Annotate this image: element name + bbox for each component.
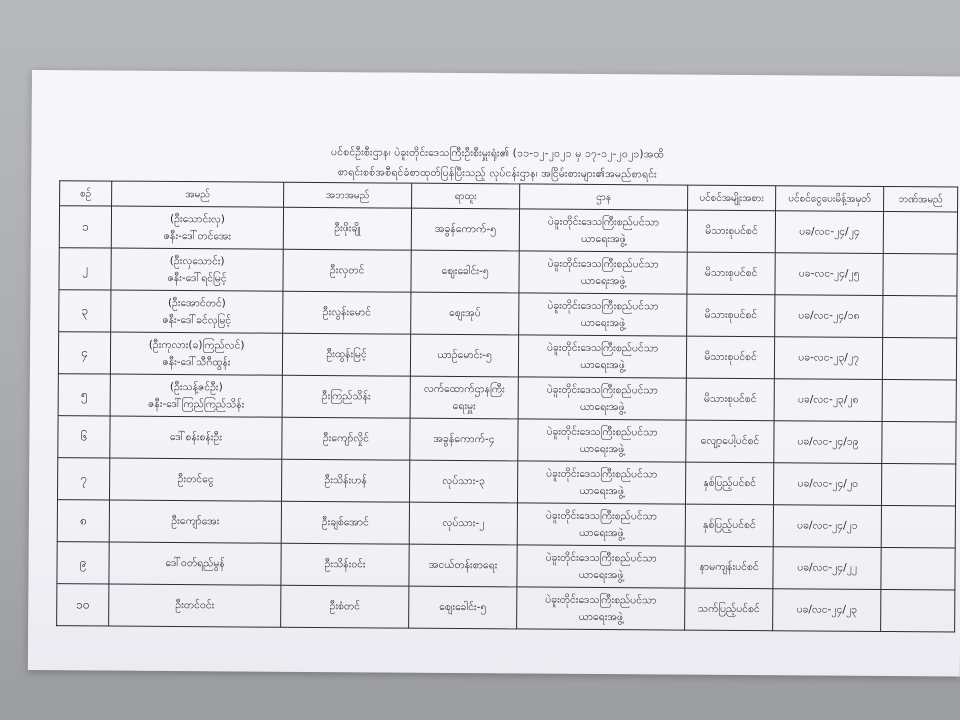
cell-name-text: ဦးတင်ဝင်း: [175, 599, 215, 612]
cell-name-text: ဇနီး-ဒေါ်သီဂီထွန်း: [162, 355, 231, 368]
cell-position-text: စျေးအုပ်: [448, 306, 481, 320]
cell-position-text: လုပ်သား-၃: [442, 474, 486, 488]
cell-name-text: (ဦးသောင်းလှ): [170, 212, 225, 225]
cell-order-number: [775, 211, 883, 254]
cell-department: [519, 209, 687, 252]
cell-pension-type: [685, 462, 773, 505]
cell-order-number-text: ပခ/လင-၂၄/၂၀: [797, 477, 858, 490]
cell-father-name: [283, 207, 411, 250]
cell-no: [58, 416, 110, 458]
cell-father-name-text: ဦးချစ်အောင်: [321, 516, 369, 529]
cell-pension-type: [687, 252, 775, 295]
cell-no: [58, 458, 110, 500]
cell-no: [58, 374, 110, 416]
cell-order-number: [773, 547, 881, 590]
cell-bank: [882, 337, 956, 380]
document-heading-line1: ပင်စင်ဦးစီးဌာန၊ ပဲခူးတိုင်းဒေသကြီးဦးစီးမှူးရုံး၏ (၁၁-၁၂-၂၀၂၁ မှ ၁၇-၁၂-၂၀၂၁)အထိ: [330, 146, 664, 161]
cell-name-text: (ဦးကုလား(ခ)ကြည်လင်): [148, 338, 245, 351]
cell-order-number-text: ပခ-လင-၂၄/၂၅: [798, 267, 860, 280]
cell-order-number-text: ပခ/လင-၂၄/၁၈: [798, 309, 860, 322]
cell-name: [109, 500, 281, 543]
cell-pension-type-text: မိသားစုပင်စင်: [705, 224, 758, 238]
table-row: [58, 332, 956, 380]
cell-bank: [881, 589, 955, 632]
cell-name: [111, 290, 283, 333]
cell-pension-type-text: မိသားစုပင်စင်: [704, 350, 757, 364]
cell-pension-type-text: လျော့ပေါ့ပင်စင်: [700, 434, 760, 448]
cell-department: [517, 545, 685, 588]
table-row: [59, 290, 957, 338]
cell-father-name: [283, 291, 411, 334]
table-row: [57, 542, 955, 590]
cell-position-text: ယာဉ်မောင်း-၅: [437, 348, 492, 362]
cell-department: [517, 503, 685, 546]
cell-department-text: ပဲခူးတိုင်းဒေသကြီးစည်ပင်သာ: [545, 551, 657, 564]
column-header: စဉ်: [60, 181, 112, 206]
cell-name-text: ဇနီး-ဒေါ်တင်အေး: [163, 229, 232, 242]
cell-department: [517, 461, 685, 504]
cell-bank: [883, 253, 957, 296]
table-row: [58, 416, 956, 464]
cell-no-text: ၇: [80, 471, 88, 486]
table-row: [58, 374, 956, 422]
cell-name: [111, 206, 283, 249]
cell-order-number: [774, 421, 882, 464]
cell-department-text: ပဲခူးတိုင်းဒေသကြီးစည်ပင်သာ: [546, 341, 659, 354]
cell-father-name-text: ဦးကြည်သိန်း: [321, 390, 371, 403]
cell-position-text: စျေးခေါင်း-၅: [441, 264, 489, 278]
column-header: ရာထူး: [412, 183, 520, 209]
cell-position-text: အခွန်ကောက်-၄: [433, 432, 495, 446]
cell-no-text: ၈: [79, 513, 87, 528]
cell-order-number: [773, 505, 881, 548]
table-row: [57, 500, 955, 548]
cell-position-text: အငယ်တန်းစာရေး: [428, 558, 498, 572]
cell-name-text: ဦးတင်ငွေ: [177, 473, 214, 486]
cell-name: [110, 374, 282, 417]
cell-no: [58, 332, 110, 374]
cell-department-text: ပဲခူးတိုင်းဒေသကြီးစည်ပင်သာ: [547, 257, 659, 270]
cell-name-text: ဒေါ်စန်းစန်းဦး: [169, 430, 222, 444]
cell-name-text: ဒေါ်ဝတ်ရည်မွန်: [165, 556, 225, 570]
cell-order-number-text: ပခ/လင-၂၄/၂၂: [797, 561, 857, 574]
cell-father-name-text: ဦးသိန်းဟန်: [324, 474, 367, 487]
cell-position: [410, 418, 518, 461]
cell-order-number-text: ပခ/လင-၂၄/၂၃: [796, 603, 858, 616]
cell-department-text: ယာရေးအဖွဲ့: [580, 274, 626, 287]
cell-father-name-text: ဦးထွန်းမြင့်: [326, 348, 367, 361]
cell-position: [411, 250, 519, 293]
cell-bank: [882, 421, 956, 464]
cell-order-number: [773, 589, 881, 632]
cell-father-name-text: ဦးစံတင်: [329, 600, 361, 613]
cell-position-text: စျေးခေါင်း-၅: [439, 600, 487, 614]
cell-name: [110, 332, 282, 375]
cell-department-text: ယာရေးအဖွဲ့: [581, 232, 626, 245]
cell-no: [59, 206, 111, 248]
cell-department-text: ပဲခူးတိုင်းဒေသကြီးစည်ပင်သာ: [545, 593, 657, 606]
table-row: [57, 584, 955, 632]
cell-name-text: ဇနီး-ဒေါ်ရင်မြင့်: [167, 271, 227, 284]
cell-department: [519, 293, 687, 336]
cell-department-text: ပဲခူးတိုင်းဒေသကြီးစည်ပင်သာ: [546, 467, 658, 480]
cell-pension-type: [687, 210, 775, 253]
cell-order-number: [773, 463, 881, 506]
cell-bank: [882, 379, 956, 422]
cell-father-name: [281, 585, 409, 628]
cell-order-number: [774, 337, 882, 380]
cell-no: [57, 542, 109, 584]
cell-pension-type: [685, 588, 773, 631]
cell-position-text: လက်ထောက်ဌာနကြီး: [423, 382, 505, 395]
pensioner-table: [56, 180, 958, 632]
cell-pension-type-text: နာမကျန်းပင်စင်: [699, 560, 759, 574]
cell-department-text: ပဲခူးတိုင်းဒေသကြီးစည်ပင်သာ: [546, 425, 658, 438]
cell-department-text: ပဲခူးတိုင်းဒေသကြီးစည်ပင်သာ: [546, 383, 658, 396]
cell-father-name: [281, 501, 409, 544]
cell-position: [409, 502, 517, 545]
cell-department-text: ပဲခူးတိုင်းဒေသကြီးစည်ပင်သာ: [547, 299, 659, 312]
cell-pension-type-text: မိသားစုပင်စင်: [703, 392, 757, 406]
cell-pension-type: [686, 378, 774, 421]
cell-department-text: ယာရေးအဖွဲ့: [578, 568, 624, 581]
cell-order-number-text: ပခ-လင-၂၃/၂၇: [798, 351, 859, 364]
cell-pension-type: [685, 504, 773, 547]
cell-department: [518, 335, 686, 378]
cell-no-text: ၆: [80, 429, 88, 444]
cell-no: [57, 584, 109, 626]
cell-father-name: [282, 333, 410, 376]
cell-order-number-text: ပခ/လင-၂၄/၂၄: [799, 225, 860, 238]
cell-department: [517, 587, 685, 630]
cell-father-name-text: ဦးဖိုးချို: [334, 222, 361, 235]
cell-father-name-text: ဦးလှတင်: [329, 264, 365, 277]
cell-father-name: [281, 543, 409, 586]
cell-name: [111, 248, 283, 291]
cell-no-text: ၅: [80, 387, 88, 402]
cell-name: [110, 416, 282, 459]
cell-department-text: ယာရေးအဖွဲ့: [579, 400, 625, 413]
table-row: [59, 248, 957, 296]
cell-pension-type: [685, 546, 773, 589]
cell-name-text: (ဦးအောင်တင်): [167, 296, 226, 309]
cell-position: [409, 586, 517, 629]
column-header: ပင်စင်ငွေပေးမိန့်အမှတ်: [776, 186, 884, 212]
cell-order-number-text: ပခ/လင-၂၄/၂၁: [797, 519, 858, 532]
cell-order-number-text: ပခ/လင-၂၄/၁၉: [797, 435, 859, 448]
cell-no: [59, 248, 111, 290]
cell-order-number: [775, 295, 883, 338]
cell-no: [59, 290, 111, 332]
cell-father-name: [282, 375, 410, 418]
cell-father-name-text: ဦးသိန်းဝင်း: [324, 558, 366, 571]
cell-department-text: ယာရေးအဖွဲ့: [580, 316, 626, 329]
cell-bank: [883, 211, 957, 254]
cell-no-text: ၄: [81, 345, 88, 360]
cell-name-text: ဇနီး-ဒေါ်ကြည်ကြည်သိန်း: [147, 397, 245, 410]
cell-position: [410, 334, 518, 377]
cell-position: [409, 460, 517, 503]
cell-father-name: [282, 417, 410, 460]
cell-position: [409, 544, 517, 587]
cell-name-text: ဇနီး-ဒေါ်ခင်လှမြင့်: [162, 313, 232, 326]
cell-department-text: ပဲခူးတိုင်းဒေသကြီးစည်ပင်သာ: [547, 215, 660, 228]
cell-no-text: ၁၀: [75, 597, 90, 612]
cell-bank: [881, 463, 955, 506]
cell-pension-type-text: နှစ်ပြည့်ပင်စင်: [703, 476, 757, 490]
cell-pension-type-text: နှစ်ပြည့်ပင်စင်: [702, 518, 756, 532]
cell-order-number: [775, 253, 883, 296]
cell-position-text: အခွန်ကောက်-၅: [434, 222, 497, 236]
cell-no-text: ၂: [82, 261, 89, 276]
cell-department-text: ယာရေးအဖွဲ့: [579, 484, 624, 497]
document-heading-line2: စာရင်းစစ်အစီရင်ခံစာထုတ်ပြန်ပြီးသည့် လုပ်ငန်းဌာန၊ အငြိမ်းစားများ၏အမည်စာရင်း: [337, 166, 657, 181]
cell-pension-type: [686, 420, 774, 463]
cell-father-name: [281, 459, 409, 502]
cell-department: [518, 419, 686, 462]
cell-pension-type-text: မိသားစုပင်စင်: [704, 308, 758, 322]
cell-name: [109, 542, 281, 585]
cell-pension-type-text: မိသားစုပင်စင်: [704, 266, 758, 280]
cell-name: [109, 458, 281, 501]
cell-name-text: (ဦးလှသောင်း): [169, 254, 225, 267]
column-header: ဘဏ်အမည်: [884, 186, 958, 212]
cell-no-text: ၁: [81, 219, 89, 234]
cell-department: [518, 377, 686, 420]
cell-father-name-text: ဦးလွန်းမောင်: [322, 306, 371, 319]
cell-department-text: ယာရေးအဖွဲ့: [578, 610, 624, 623]
table-row: [59, 206, 957, 254]
cell-department-text: ယာရေးအဖွဲ့: [578, 526, 624, 539]
cell-department-text: ပဲခူးတိုင်းဒေသကြီးစည်ပင်သာ: [545, 509, 658, 522]
cell-position-text: လုပ်သား-၂: [442, 516, 485, 530]
column-header: အမည်: [112, 181, 284, 207]
column-header: ဌာန: [520, 184, 688, 210]
cell-name-text: (ဦးသန့်ဇင်ဦး): [169, 380, 223, 393]
cell-bank: [883, 295, 957, 338]
cell-bank: [881, 505, 955, 548]
cell-department: [519, 251, 687, 294]
cell-order-number-text: ပခ/လင-၂၃/၂၈: [797, 393, 859, 406]
cell-department-text: ယာရေးအဖွဲ့: [579, 442, 625, 455]
cell-order-number: [774, 379, 882, 422]
table-row: [58, 458, 956, 506]
cell-father-name: [283, 249, 411, 292]
cell-department-text: ယာရေးအဖွဲ့: [580, 358, 625, 371]
column-header: ပင်စင်အမျိုးအစား: [688, 185, 776, 211]
cell-position-text: ရေးမှူး: [452, 399, 476, 412]
cell-name: [109, 584, 281, 627]
cell-no-text: ၃: [81, 303, 89, 318]
cell-no: [57, 500, 109, 542]
cell-position: [411, 292, 519, 335]
cell-pension-type-text: သက်ပြည့်ပင်စင်: [697, 602, 760, 616]
cell-position: [410, 376, 518, 419]
cell-name-text: ဦးကျော်အေး: [171, 514, 220, 528]
cell-father-name-text: ဦးကျော်လှိုင်: [322, 432, 370, 445]
cell-bank: [881, 547, 955, 590]
cell-pension-type: [686, 336, 774, 379]
paper-sheet: [28, 70, 960, 676]
cell-no-text: ၉: [79, 555, 87, 570]
column-header: အဘအမည်: [284, 182, 412, 208]
cell-position: [411, 208, 519, 251]
cell-pension-type: [687, 294, 775, 337]
